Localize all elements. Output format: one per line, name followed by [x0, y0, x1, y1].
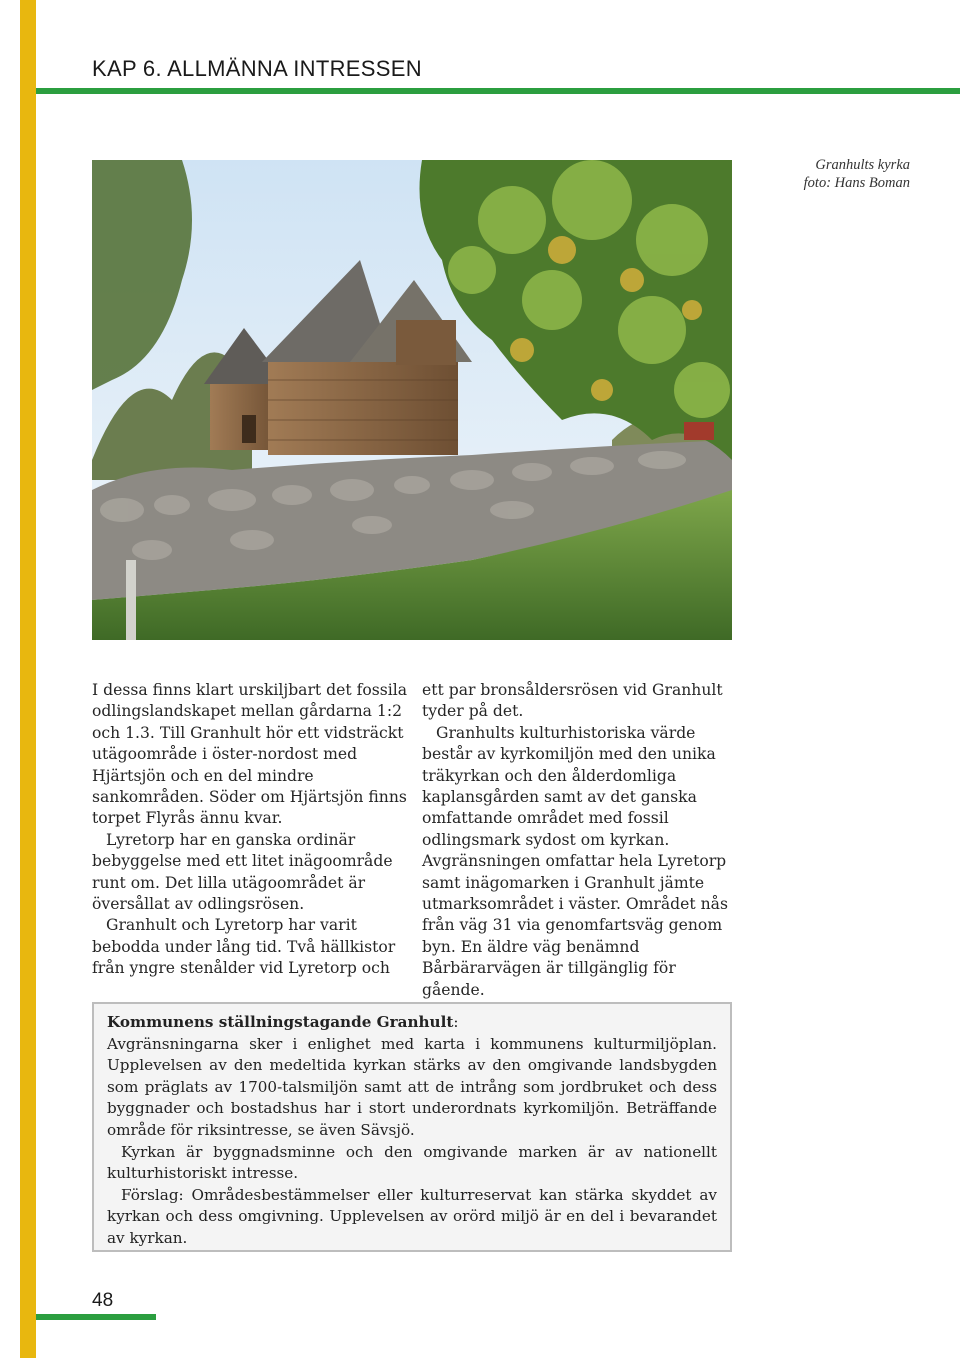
statement-title: Kommunens ställningstagande Granhult — [107, 1013, 454, 1031]
paragraph: I dessa finns klart urskiljbart det fossila odlingslandskapet mellan gårdarna 1:2 och 1.3. Till Granhult hör ett vidsträckt utägoområde i öster-nordost med Hjärtsjön och en del mindre sankområden. Söder om Hjärtsjön finns torpet Flyrås ännu kvar. — [92, 681, 408, 828]
paragraph: Granhults kulturhistoriska värde består av kyrkomiljön med den unika träkyrkan och den ålderdomliga kaplansgården samt av det ganska omfattande området med fossil odlingsmark sydost om kyrkan. Avgränsningen omfattar hela Lyretorp samt inägomarken i Granhult jämte utmarksområdet i väster. Området nås från väg 31 via genomfartsväg genom byn. En äldre väg benämnd Bårbärarvägen är tillgänglig för gående. — [422, 723, 728, 999]
caption-credit: foto: Hans Boman — [803, 175, 910, 191]
footer-rule — [36, 1314, 156, 1320]
statement-paragraph: Förslag: Områdesbestämmelser eller kulturreservat kan stärka skyddet av kyrkan och dess omgivning. Upplevelsen av orörd miljö är en del i bevarandet av kyrkan. — [107, 1185, 717, 1247]
statement-paragraph: Avgränsningarna sker i enlighet med karta i kommunens kulturmiljöplan. Upplevelsen av den medeltida kyrkan stärks av den omgivande landsbygden som präglats av 1700-talsmiljön samt att de intrång som jordbruket och dess byggnader och bostadshus har i stort underordnats kyrkomiljön. Beträffande område för riksintresse, se även Sävsjö. — [107, 1034, 717, 1139]
church-photo — [92, 160, 732, 640]
text-column-right — [422, 680, 738, 1001]
yellow-margin-bar — [20, 0, 36, 1358]
paragraph: Granhult och Lyretorp har varit bebodda under lång tid. Två hällkistor från yngre stenålder vid Lyretorp och — [92, 916, 396, 978]
text-column-left — [92, 680, 408, 980]
paragraph: ett par bronsåldersrösen vid Granhult tyder på det. — [422, 681, 723, 721]
chapter-title: KAP 6. ALLMÄNNA INTRESSEN — [92, 56, 422, 81]
header-rule — [36, 88, 960, 94]
statement-box — [92, 1002, 732, 1252]
photo-caption — [804, 156, 910, 192]
caption-title: Granhults kyrka — [815, 157, 910, 173]
paragraph: Lyretorp har en ganska ordinär bebyggelse med ett litet inägoområde runt om. Det lilla utägoområdet är översållat av odlingsrösen. — [92, 830, 393, 914]
page-number: 48 — [92, 1290, 114, 1311]
statement-paragraph: Kyrkan är byggnadsminne och den omgivande marken är av nationellt kulturhistoriskt intresse. — [107, 1142, 717, 1183]
statement-title-colon: : — [453, 1013, 459, 1031]
